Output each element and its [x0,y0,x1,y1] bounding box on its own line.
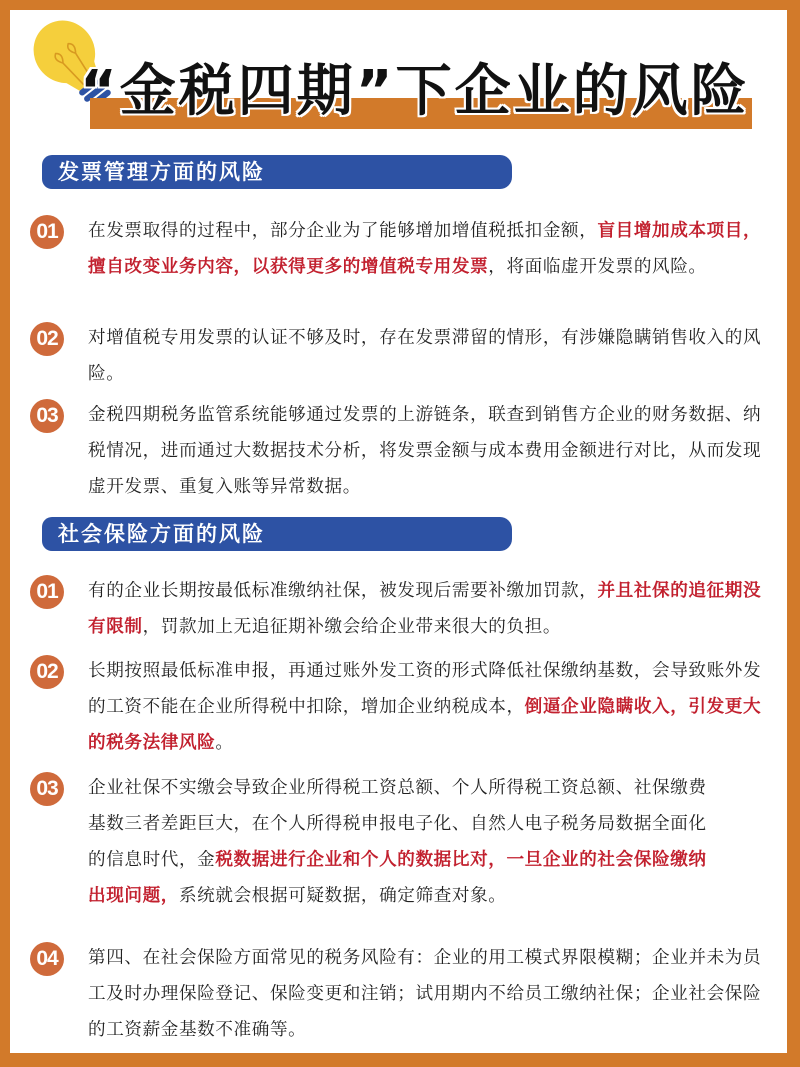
item-text: 金税四期税务监管系统能够通过发票的上游链条，联查到销售方企业的财务数据、纳税情况，进而通过大数据技术分析，将发票金额与成本费用金额进行对比，从而发现虚开发票、重复入账等异常数据。 [88,405,762,497]
number-badge: 03 [30,399,64,433]
text-segment: 系统就会根据可疑数据，确定筛查对象。 [178,886,507,906]
number-badge: 02 [30,655,64,689]
section-heading-invoice: 发票管理方面的风险 [42,155,512,189]
item-text [88,770,710,914]
number-badge: 01 [30,215,64,249]
item-text [88,653,770,761]
item-text: 第四、在社会保险方面常见的税务风险有：企业的用工模式界限模糊；企业并未为员工及时办理保险登记、保险变更和注销；试用期内不给员工缴纳社保；企业社会保险的工资薪金基数不准确等。 [88,948,762,1040]
text-segment: 企业社保不实缴会导致企业所得税工资总额、个人所得税工资总额、社保缴费基数三者差距巨大，在个人所得税申报电子化、自然人电子税务局数据全面化的信息时代，金 [88,778,707,870]
highlight-text: 税数据进行企业和个人的数据比对，一旦企业的社会保险缴纳出现问题， [88,850,707,906]
section-heading-social-insurance: 社会保险方面的风险 [42,517,512,551]
text-segment: ，罚款加上无追征期补缴会给企业带来很大的负担。 [142,617,562,637]
text-segment: 有的企业长期按最低标准缴纳社保，被发现后需要补缴加罚款， [88,581,598,601]
highlight-text: 并且社保的追征期没有限制 [88,581,762,637]
page-title: “金税四期”下企业的风险 [80,59,750,124]
number-badge: 02 [30,322,64,356]
page-frame [10,10,787,1053]
number-badge: 01 [30,575,64,609]
item-text [88,213,770,285]
text-segment: 。 [215,733,234,753]
text-segment: 在发票取得的过程中，部分企业为了能够增加增值税抵扣金额， [88,221,598,241]
highlight-text: 盲目增加成本项目，擅自改变业务内容，以获得更多的增值税专用发票 [88,221,762,277]
item-text [88,573,770,645]
highlight-text: 倒逼企业隐瞒收入，引发更大的税务法律风险 [88,697,762,753]
text-segment: 长期按照最低标准申报，再通过账外发工资的形式降低社保缴纳基数，会导致账外发的工资不能在企业所得税中扣除，增加企业纳税成本， [88,661,762,717]
number-badge: 03 [30,772,64,806]
item-text: 对增值税专用发票的认证不够及时，存在发票滞留的情形，有涉嫌隐瞒销售收入的风险。 [88,328,762,384]
text-segment: ，将面临虚开发票的风险。 [488,257,707,277]
number-badge: 04 [30,942,64,976]
